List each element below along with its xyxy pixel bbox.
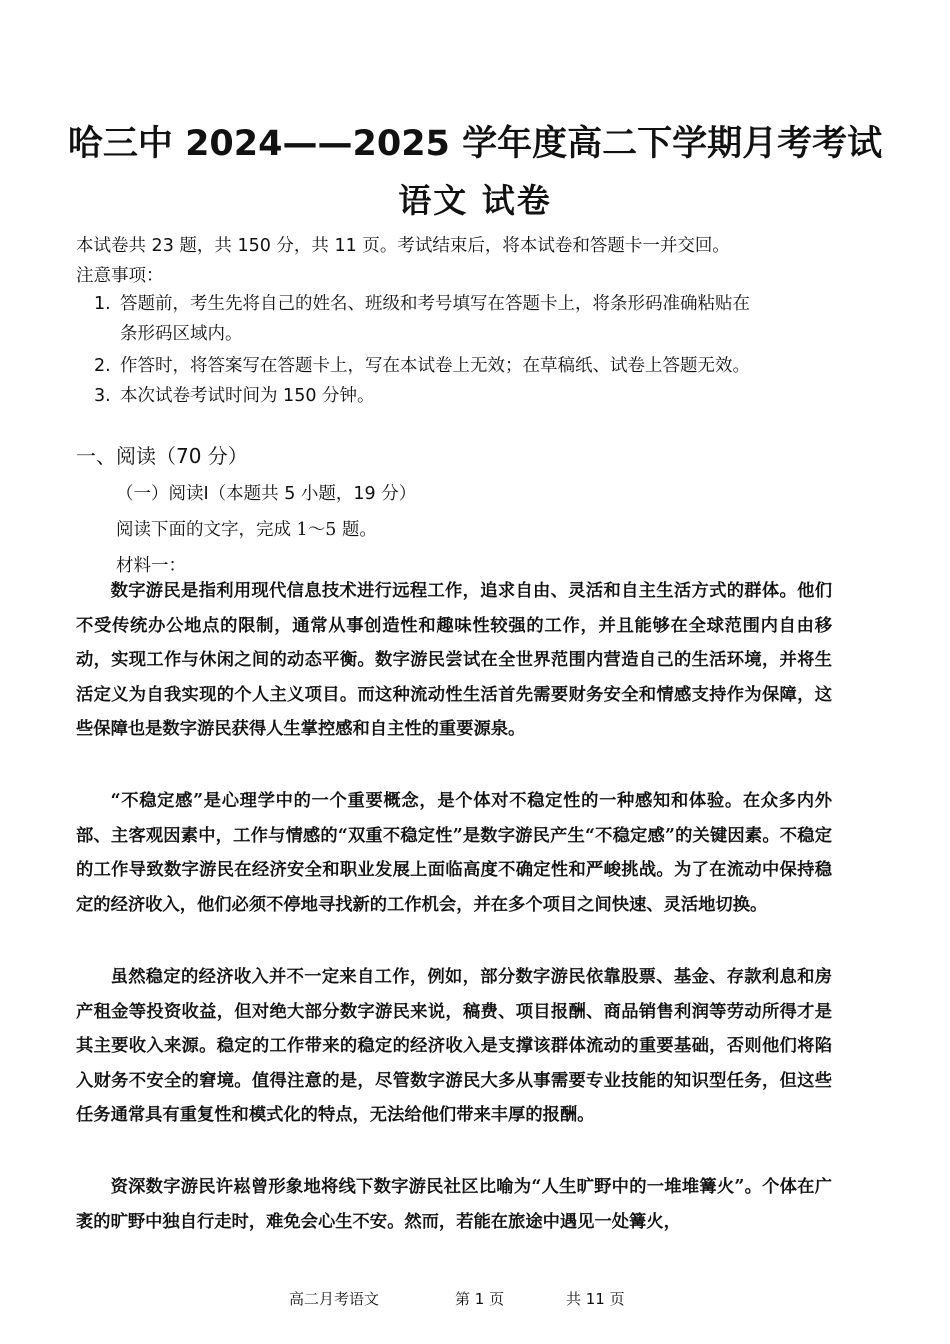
section-heading: 一、阅读（70 分） bbox=[76, 444, 248, 468]
notice-item-1-continuation: 条形码区域内。 bbox=[120, 324, 243, 344]
notice-text: 作答时，将答案写在答题卡上，写在本试卷上无效；在草稿纸、试卷上答题无效。 bbox=[120, 356, 750, 376]
exam-title: 哈三中 2024——2025 学年度高二下学期月考考试 bbox=[67, 124, 883, 164]
notice-heading: 注意事项： bbox=[76, 266, 164, 286]
passage-paragraph-1: 数字游民是指利用现代信息技术进行远程工作，追求自由、灵活和自主生活方式的群体。他们不受传统办公地点的限制，通常从事创造性和趣味性较强的工作，并且能够在全球范围内自由移动，实现工作与休闲之间的动态平衡。数字游民尝试在全世界范围内营造自己的生活环境，并将生活定义为自我实现的个人主义项目。而这种流动性生活首先需要财务安全和情感支持作为保障，这些保障也是数字游民获得人生掌控感和自主性的重要源泉。 bbox=[76, 581, 832, 740]
reading-instruction: 阅读下面的文字，完成 1～5 题。 bbox=[116, 520, 377, 540]
footer-page-number: 第 1 页 bbox=[455, 1290, 505, 1308]
material-label: 材料一： bbox=[116, 556, 186, 576]
passage-paragraph-3: 虽然稳定的经济收入并不一定来自工作，例如，部分数字游民依靠股票、基金、存款利息和房产租金等投资收益，但对绝大部分数字游民来说，稿费、项目报酬、商品销售利润等劳动所得才是其主要收入来源。稳定的工作带来的稳定的经济收入是支撑该群体流动的重要基础，否则他们将陷入财务不安全的窘境。值得注意的是，尽管数字游民大多从事需要专业技能的知识型任务，但这些任务通常具有重复性和模式化的特点，无法给他们带来丰厚的报酬。 bbox=[76, 967, 832, 1126]
exam-subtitle: 语文 试卷 bbox=[398, 181, 552, 220]
notice-text: 本次试卷考试时间为 150 分钟。 bbox=[120, 386, 375, 406]
notice-text: 答题前，考生先将自己的姓名、班级和考号填写在答题卡上，将条形码准确粘贴在 bbox=[120, 294, 750, 314]
passage-paragraph-2: “不稳定感”是心理学中的一个重要概念，是个体对不稳定性的一种感知和体验。在众多内外部、主客观因素中，工作与情感的“双重不稳定性”是数字游民产生“不稳定感”的关键因素。不稳定的工作导致数字游民在经济安全和职业发展上面临高度不确定性和严峻挑战。为了在流动中保持稳定的经济收入，他们必须不停地寻找新的工作机会，并在多个项目之间快速、灵活地切换。 bbox=[76, 791, 832, 915]
notice-number: 3. bbox=[94, 386, 111, 406]
section-subheading: （一）阅读Ⅰ（本题共 5 小题，19 分） bbox=[116, 484, 417, 504]
intro-text: 本试卷共 23 题，共 150 分，共 11 页。考试结束后，将本试卷和答题卡一并交回。 bbox=[76, 236, 730, 256]
footer-course: 高二月考语文 bbox=[289, 1290, 380, 1308]
notice-number: 1. bbox=[94, 294, 111, 314]
footer-total-pages: 共 11 页 bbox=[566, 1290, 625, 1308]
notice-item-3 bbox=[94, 382, 375, 407]
notice-number: 2. bbox=[94, 356, 111, 376]
notice-item-2 bbox=[94, 352, 750, 377]
passage-paragraph-4: 资深数字游民许崧曾形象地将线下数字游民社区比喻为“人生旷野中的一堆堆篝火”。个体在广袤的旷野中独自行走时，难免会心生不安。然而，若能在旅途中遇见一处篝火， bbox=[76, 1177, 832, 1232]
notice-item-1 bbox=[94, 290, 750, 315]
